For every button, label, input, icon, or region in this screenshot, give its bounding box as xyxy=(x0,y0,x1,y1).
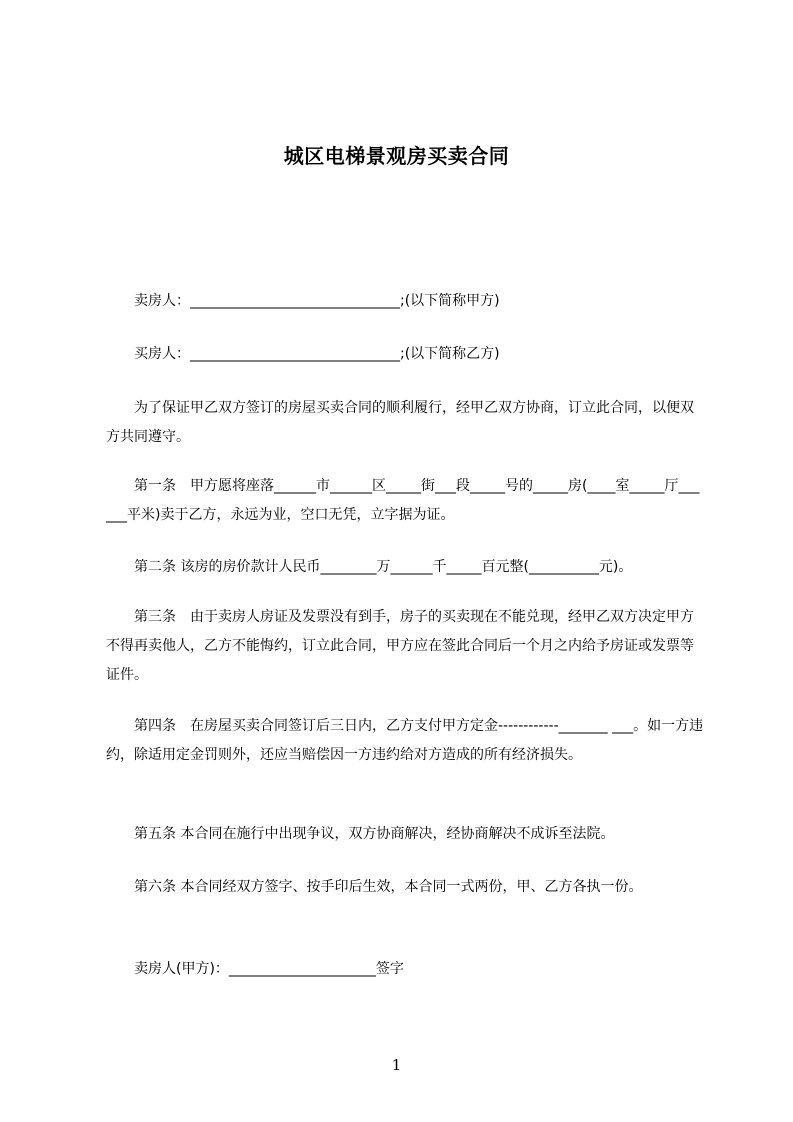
article-3: 第三条 由于卖房人房证及发票没有到手，房子的买卖现在不能兑现，经甲乙双方决定甲方不得再卖他人，乙方不能悔约，订立此合同，甲方应在签此合同后一个月之内给予房证或发票等证件。 xyxy=(106,609,694,683)
page-number: 1 xyxy=(391,1056,402,1074)
article-5: 第五条 本合同在施行中出现争议，双方协商解决，经协商解决不成诉至法院。 xyxy=(134,826,615,842)
buyer-line: 买房人：______________________________;(以下简称乙方) xyxy=(134,346,500,362)
article-4: 第四条 在房屋买卖合同签订后三日内，乙方支付甲方定金------------_______ ___。如一方违约，除适用定金罚则外，还应当赔偿因一方违约给对方造成的所有经济损失。 xyxy=(106,718,704,763)
article-6: 第六条 本合同经双方签字、按手印后生效，本合同一式两份，甲、乙方各执一份。 xyxy=(134,879,643,895)
intro-paragraph: 为了保证甲乙双方签订的房屋买卖合同的顺利履行，经甲乙双方协商，订立此合同，以便双方共同遵守。 xyxy=(106,400,694,445)
article-1: 第一条 甲方愿将座落______市______区_____街___段_____号的_____房(____室_____厅______平米)卖于乙方，永远为业，空口无凭，立字据为证。 xyxy=(106,478,700,523)
document-title: 城区电梯景观房买卖合同 xyxy=(283,144,510,168)
seller-signature-line: 卖房人(甲方)：_____________________签字 xyxy=(134,961,404,977)
seller-line: 卖房人：______________________________;(以下简称甲方) xyxy=(134,293,500,309)
article-2: 第二条 该房的房价款计人民币________万______千_____百元整(__________元)。 xyxy=(134,559,633,575)
